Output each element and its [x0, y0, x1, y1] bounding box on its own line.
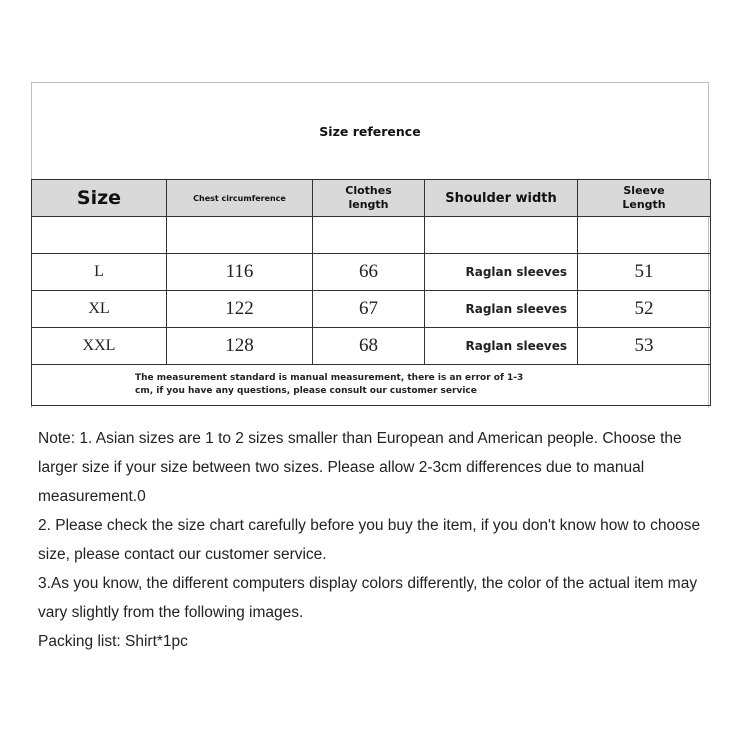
cell-chest: 122: [167, 291, 313, 328]
header-sleeve-line1: Sleeve: [623, 184, 665, 197]
notes-section: [38, 424, 718, 656]
header-size: Size: [32, 180, 167, 217]
cell-shoulder: Raglan sleeves: [425, 291, 578, 328]
packing-list: Packing list: Shirt*1pc: [38, 633, 188, 650]
header-length-line2: length: [348, 198, 389, 211]
cell-length: 66: [313, 254, 425, 291]
cell-sleeve: 53: [578, 328, 711, 365]
cell-sleeve: 52: [578, 291, 711, 328]
header-length-line1: Clothes: [345, 184, 392, 197]
note-3: 3.As you know, the different computers display colors differently, the color of the actual item may vary slightly from the following images.: [38, 575, 698, 621]
size-chart: [31, 82, 709, 408]
cell-shoulder: Raglan sleeves: [425, 328, 578, 365]
cell-size: L: [32, 254, 167, 291]
note-2: 2. Please check the size chart carefully before you buy the item, if you don't know how to choose size, please contact our customer service.: [38, 517, 701, 563]
table-header-row: [32, 180, 711, 217]
cell-size: XL: [32, 291, 167, 328]
table-row: [32, 328, 711, 365]
cell-length: 67: [313, 291, 425, 328]
header-shoulder: Shoulder width: [425, 180, 578, 217]
footnote-line2: cm, if you have any questions, please consult our customer service: [135, 386, 477, 396]
cell-length: 68: [313, 328, 425, 365]
footnote: [32, 365, 711, 406]
table-row: [32, 254, 711, 291]
cell-chest: 116: [167, 254, 313, 291]
header-chest: Chest circumference: [167, 180, 313, 217]
note-1: Note: 1. Asian sizes are 1 to 2 sizes smaller than European and American people. Choose the larger size if your size between two sizes. Please allow 2-3cm differences due to manual measurement.0: [38, 430, 682, 505]
cell-chest: 128: [167, 328, 313, 365]
table-row: [32, 291, 711, 328]
cell-size: XXL: [32, 328, 167, 365]
header-sleeve-line2: Length: [622, 198, 666, 211]
header-sleeve: [578, 180, 711, 217]
header-length: [313, 180, 425, 217]
blank-row: [32, 217, 711, 254]
footnote-line1: The measurement standard is manual measurement, there is an error of 1-3: [135, 373, 524, 383]
chart-title: Size reference: [319, 124, 421, 139]
cell-shoulder: Raglan sleeves: [425, 254, 578, 291]
size-table: [31, 179, 711, 406]
footnote-row: [32, 365, 711, 406]
cell-sleeve: 51: [578, 254, 711, 291]
